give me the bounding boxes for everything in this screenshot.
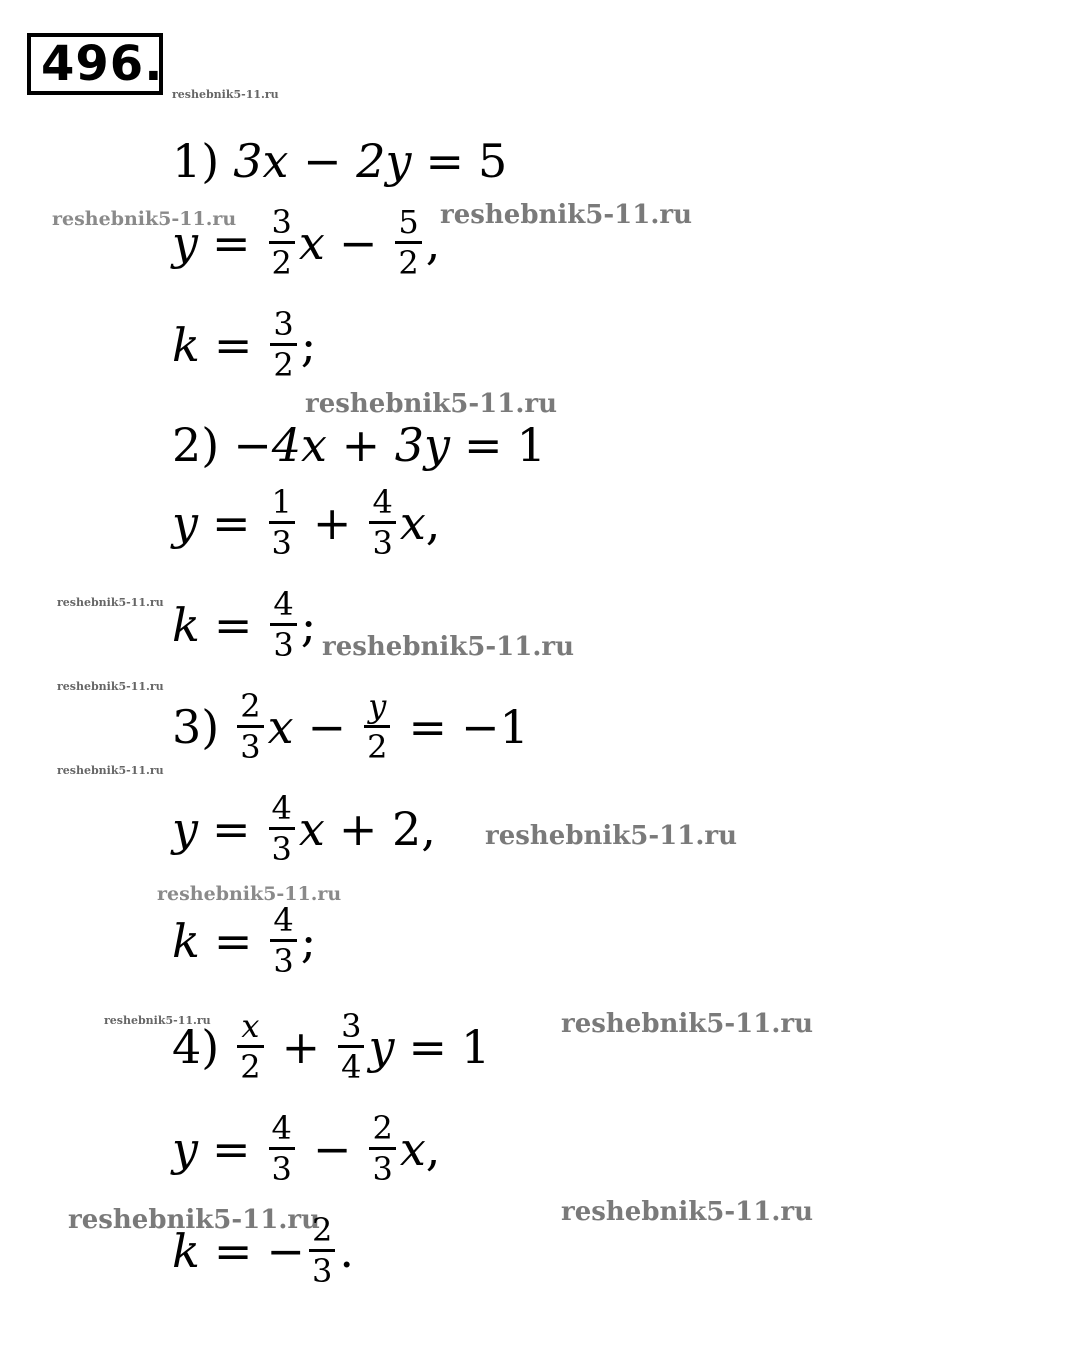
part-4-solved: y = $\frac{4}{3}$ − $\frac{2}{3}$ x , — [172, 1109, 441, 1188]
fraction: $\frac{4}{3}$ — [270, 588, 296, 661]
watermark: reshebnik5-11.ru — [57, 764, 164, 777]
fraction: $\frac{3}{2}$ — [270, 308, 296, 381]
watermark: reshebnik5-11.ru — [485, 821, 738, 851]
part-4-equation: 4) $\frac{x}{2}$ + $\frac{3}{4}$ y = 1 — [172, 1007, 491, 1086]
watermark: reshebnik5-11.ru — [52, 208, 237, 230]
part-4-slope: k = − $\frac{2}{3}$ . — [172, 1211, 354, 1290]
watermark: reshebnik5-11.ru — [440, 200, 693, 230]
fraction: $\frac{4}{3}$ — [369, 486, 395, 559]
fraction: $\frac{4}{3}$ — [270, 904, 296, 977]
fraction: $\frac{4}{3}$ — [269, 1112, 295, 1185]
fraction: $\frac{x}{2}$ — [237, 1010, 263, 1083]
fraction: $\frac{4}{3}$ — [269, 792, 295, 865]
fraction: $\frac{5}{2}$ — [395, 206, 421, 279]
watermark: reshebnik5-11.ru — [104, 1014, 211, 1027]
watermark: reshebnik5-11.ru — [157, 883, 342, 905]
part-2-solved: y = $\frac{1}{3}$ + $\frac{4}{3}$ x , — [172, 483, 441, 562]
watermark: reshebnik5-11.ru — [68, 1205, 321, 1235]
watermark: reshebnik5-11.ru — [322, 632, 575, 662]
part-1-slope: k = $\frac{3}{2}$ ; — [172, 305, 317, 384]
part-1-equation: 1) 3x − 2y = 5 — [172, 134, 508, 188]
watermark: reshebnik5-11.ru — [57, 596, 164, 609]
fraction: $\frac{3}{2}$ — [269, 206, 295, 279]
part-2-slope: k = $\frac{4}{3}$ ; — [172, 585, 317, 664]
fraction: $\frac{2}{3}$ — [369, 1112, 395, 1185]
watermark: reshebnik5-11.ru — [172, 88, 279, 101]
fraction: $\frac{1}{3}$ — [269, 486, 295, 559]
part-3-solved: y = $\frac{4}{3}$ x + 2 , — [172, 789, 436, 868]
problem-number: 496. — [27, 33, 163, 95]
part-2-equation: 2) −4x + 3y = 1 — [172, 418, 546, 472]
watermark: reshebnik5-11.ru — [305, 389, 558, 419]
fraction: $\frac{3}{4}$ — [338, 1010, 364, 1083]
watermark: reshebnik5-11.ru — [561, 1009, 814, 1039]
fraction: $\frac{2}{3}$ — [237, 690, 263, 763]
fraction: $\frac{2}{3}$ — [309, 1214, 335, 1287]
part-1-solved: y = $\frac{3}{2}$ x − $\frac{5}{2}$ , — [172, 203, 441, 282]
watermark: reshebnik5-11.ru — [57, 680, 164, 693]
watermark: reshebnik5-11.ru — [561, 1197, 814, 1227]
part-3-slope: k = $\frac{4}{3}$ ; — [172, 901, 317, 980]
fraction: $\frac{y}{2}$ — [364, 690, 390, 763]
part-3-equation: 3) $\frac{2}{3}$ x − $\frac{y}{2}$ = −1 — [172, 687, 529, 766]
